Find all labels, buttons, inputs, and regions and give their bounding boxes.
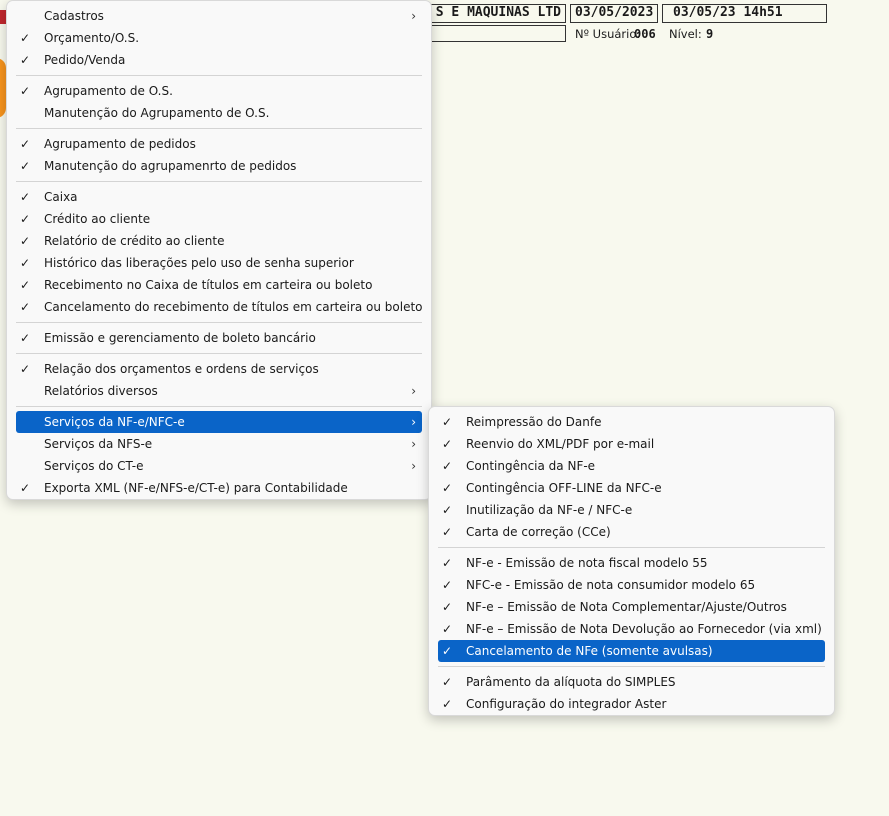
menu-item-historico-liberacoes[interactable] [16, 252, 422, 274]
menu-item-label: Serviços do CT-e [44, 459, 144, 473]
submenu-item-cancelamento-nfe[interactable] [438, 640, 825, 662]
submenu-item-aliquota-simples[interactable] [438, 671, 825, 693]
check-icon: ✓ [441, 578, 453, 592]
menu-separator [16, 128, 422, 129]
submenu-item-contingencia-offline[interactable] [438, 477, 825, 499]
chevron-right-icon: › [411, 415, 416, 429]
menu-item-label: NF-e - Emissão de nota fiscal modelo 55 [466, 556, 708, 570]
check-icon: ✓ [19, 278, 31, 292]
check-icon: ✓ [19, 53, 31, 67]
menu-item-label: Pedido/Venda [44, 53, 126, 67]
check-icon: ✓ [441, 697, 453, 711]
blank-field [420, 25, 566, 42]
menu-item-label: Emissão e gerenciamento de boleto bancário [44, 331, 316, 345]
menu-item-label: Exporta XML (NF-e/NFS-e/CT-e) para Contabilidade [44, 481, 348, 495]
menu-item-label: Agrupamento de pedidos [44, 137, 196, 151]
submenu-item-nfe-modelo-55[interactable] [438, 552, 825, 574]
chevron-right-icon: › [411, 459, 416, 473]
menu-item-servicos-nfe[interactable] [16, 411, 422, 433]
menu-item-relatorio-credito[interactable] [16, 230, 422, 252]
check-icon: ✓ [19, 190, 31, 204]
menu-item-label: Configuração do integrador Aster [466, 697, 667, 711]
menu-item-agrupamento-os[interactable] [16, 80, 422, 102]
menu-item-label: Serviços da NF-e/NFC-e [44, 415, 185, 429]
menu-item-pedido-venda[interactable] [16, 49, 422, 71]
check-icon: ✓ [441, 644, 453, 658]
nfe-submenu [428, 406, 835, 716]
menu-item-recebimento-caixa[interactable] [16, 274, 422, 296]
datetime-field: 03/05/23 14h51 [662, 4, 827, 23]
check-icon: ✓ [441, 556, 453, 570]
menu-item-label: Relatório de crédito ao cliente [44, 234, 225, 248]
menu-item-label: Recebimento no Caixa de títulos em carteira ou boleto [44, 278, 373, 292]
submenu-item-carta-correcao[interactable] [438, 521, 825, 543]
menu-item-servicos-cte[interactable] [16, 455, 422, 477]
menu-separator [438, 547, 825, 548]
chevron-right-icon: › [411, 9, 416, 23]
check-icon: ✓ [19, 84, 31, 98]
check-icon: ✓ [19, 331, 31, 345]
menu-item-label: Reimpressão do Danfe [466, 415, 602, 429]
menu-item-label: Contingência OFF-LINE da NFC-e [466, 481, 662, 495]
check-icon: ✓ [19, 256, 31, 270]
check-icon: ✓ [441, 481, 453, 495]
date-field: 03/05/2023 [570, 4, 658, 23]
check-icon: ✓ [19, 481, 31, 495]
submenu-item-contingencia-nfe[interactable] [438, 455, 825, 477]
menu-item-label: Serviços da NFS-e [44, 437, 153, 451]
menu-item-servicos-nfse[interactable] [16, 433, 422, 455]
level-value: 9 [706, 27, 714, 41]
submenu-item-nota-complementar[interactable] [438, 596, 825, 618]
main-menu [6, 0, 432, 500]
menu-item-credito-cliente[interactable] [16, 208, 422, 230]
menu-item-label: Histórico das liberações pelo uso de senha superior [44, 256, 354, 270]
check-icon: ✓ [19, 137, 31, 151]
menu-item-label: NF-e – Emissão de Nota Devolução ao Fornecedor (via xml) [466, 622, 822, 636]
check-icon: ✓ [441, 503, 453, 517]
menu-item-relacao-orcamentos[interactable] [16, 358, 422, 380]
menu-separator [16, 406, 422, 407]
menu-item-label: Cadastros [44, 9, 104, 23]
menu-item-label: NF-e – Emissão de Nota Complementar/Ajuste/Outros [466, 600, 787, 614]
menu-item-label: NFC-e - Emissão de nota consumidor modelo 65 [466, 578, 756, 592]
menu-separator [16, 75, 422, 76]
menu-item-label: Relatórios diversos [44, 384, 158, 398]
check-icon: ✓ [441, 675, 453, 689]
check-icon: ✓ [441, 600, 453, 614]
menu-item-label: Orçamento/O.S. [44, 31, 140, 45]
menu-item-label: Manutenção do Agrupamento de O.S. [44, 106, 270, 120]
submenu-item-nfce-modelo-65[interactable] [438, 574, 825, 596]
check-icon: ✓ [19, 300, 31, 314]
menu-separator [16, 353, 422, 354]
menu-separator [438, 666, 825, 667]
menu-item-cancelamento-recebimento[interactable] [16, 296, 422, 318]
menu-item-label: Parâmento da alíquota do SIMPLES [466, 675, 676, 689]
menu-item-relatorios-diversos[interactable] [16, 380, 422, 402]
menu-item-manutencao-agrupamento-pedidos[interactable] [16, 155, 422, 177]
menu-separator [16, 322, 422, 323]
submenu-item-reenvio-xml[interactable] [438, 433, 825, 455]
menu-item-label: Contingência da NF-e [466, 459, 596, 473]
check-icon: ✓ [19, 362, 31, 376]
submenu-item-nota-devolucao[interactable] [438, 618, 825, 640]
check-icon: ✓ [441, 459, 453, 473]
menu-item-label: Cancelamento de NFe (somente avulsas) [466, 644, 713, 658]
menu-item-label: Caixa [44, 190, 78, 204]
company-field: S E MAQUINAS LTD [420, 4, 566, 23]
check-icon: ✓ [19, 31, 31, 45]
menu-item-label: Cancelamento do recebimento de títulos em carteira ou boleto [44, 300, 423, 314]
menu-item-exporta-xml[interactable] [16, 477, 422, 499]
menu-item-label: Agrupamento de O.S. [44, 84, 173, 98]
chevron-right-icon: › [411, 437, 416, 451]
user-value: 006 [634, 27, 656, 41]
check-icon: ✓ [19, 159, 31, 173]
user-label: Nº Usuário: [575, 27, 641, 41]
submenu-item-reimpressao-danfe[interactable] [438, 411, 825, 433]
level-label: Nível: [669, 27, 702, 41]
menu-item-caixa[interactable] [16, 186, 422, 208]
menu-item-manutencao-agrupamento-os[interactable] [16, 102, 422, 124]
check-icon: ✓ [441, 437, 453, 451]
menu-item-label: Crédito ao cliente [44, 212, 151, 226]
menu-separator [16, 181, 422, 182]
submenu-item-inutilizacao[interactable] [438, 499, 825, 521]
menu-item-agrupamento-pedidos[interactable] [16, 133, 422, 155]
check-icon: ✓ [19, 212, 31, 226]
check-icon: ✓ [441, 622, 453, 636]
menu-item-label: Relação dos orçamentos e ordens de serviços [44, 362, 319, 376]
submenu-item-integrador-aster[interactable] [438, 693, 825, 715]
menu-item-label: Manutenção do agrupamenrto de pedidos [44, 159, 297, 173]
menu-item-label: Reenvio do XML/PDF por e-mail [466, 437, 655, 451]
menu-item-label: Inutilização da NF-e / NFC-e [466, 503, 633, 517]
check-icon: ✓ [441, 415, 453, 429]
menu-item-label: Carta de correção (CCe) [466, 525, 611, 539]
menu-item-boleto-bancario[interactable] [16, 327, 422, 349]
check-icon: ✓ [441, 525, 453, 539]
check-icon: ✓ [19, 234, 31, 248]
menu-item-cadastros[interactable] [16, 5, 422, 27]
menu-item-orcamento[interactable] [16, 27, 422, 49]
chevron-right-icon: › [411, 384, 416, 398]
